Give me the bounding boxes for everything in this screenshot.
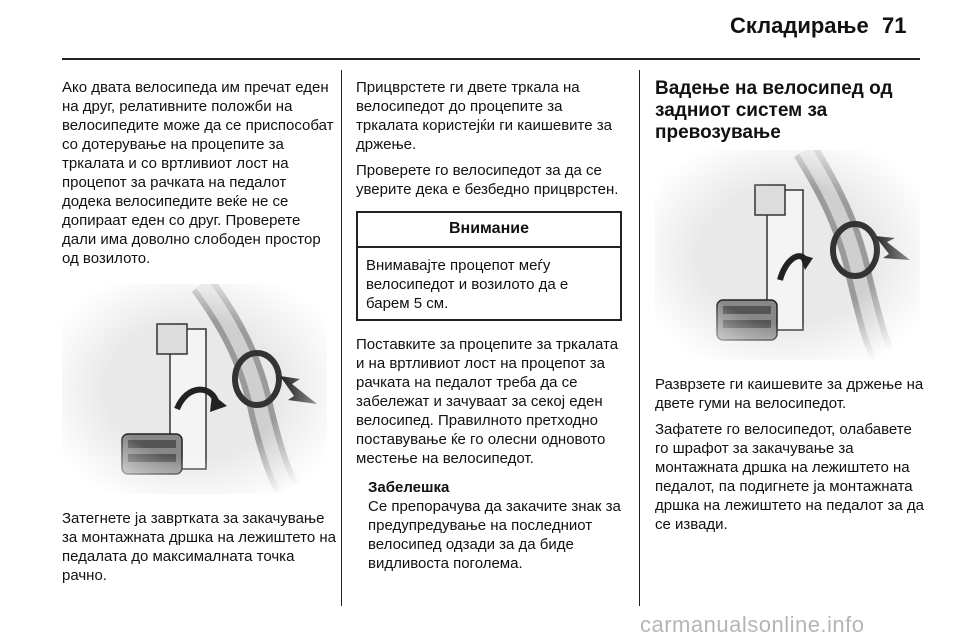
header-divider <box>62 58 920 60</box>
warning-title: Внимание <box>358 213 620 248</box>
warning-text: Внимавајте процепот меѓу велосипедот и возилото да е барем 5 см. <box>366 257 569 312</box>
column-divider-2 <box>639 70 640 606</box>
check-bike-paragraph: Проверете го велосипедот за да се уверите дека е безбедно прицврстен. <box>356 162 619 198</box>
note-block <box>356 478 624 573</box>
page-number: 71 <box>882 13 907 38</box>
settings-paragraph: Поставките за процепите за тркалата и на вртливиот лост на процепот за рачката на педалот треба да се забележат и зачуваат за секој еден велосипед. Правилното претходно поставување ќе го олесни одновото местење на велосипедот. <box>356 336 619 467</box>
section-heading: Вадење на велосипед од задниот систем за превозување <box>655 78 893 143</box>
bike-removal-illustration <box>655 150 920 360</box>
column-2 <box>356 78 624 573</box>
column-3-bottom <box>655 375 925 541</box>
column-1-bottom <box>62 509 337 592</box>
bike-rack-pedal-mount-illustration <box>62 284 327 494</box>
release-straps-paragraph: Разврзете ги каишевите за држење на двете гуми на велосипедот. <box>655 376 924 412</box>
remove-bike-paragraph: Зафатете го велосипедот, олабавете го шрафот за закачување за монтажната дршка на лежиштето на педалот, па подигнете ја монтажната дршка на лежиштето на педалот за да се извади. <box>655 421 924 533</box>
page-title: Складирање <box>730 13 869 38</box>
column-3 <box>655 78 923 144</box>
note-text: Се препорачува да закачите знак за предупредување на последниот велосипед одзади за да биде видливоста поголема. <box>368 498 621 572</box>
column-1 <box>62 78 337 275</box>
warning-box <box>356 211 622 321</box>
tighten-screw-paragraph: Затегнете ја завртката за закачување за монтажната дршка на лежиштето на педалата до максималната точка рачно. <box>62 510 336 584</box>
fasten-wheels-paragraph: Прицврстете ги двете тркала на велосипедот до процепите за тркалата користејќи ги каишевите за држење. <box>356 79 612 153</box>
column-divider-1 <box>341 70 342 606</box>
watermark: carmanualsonline.info <box>640 612 865 637</box>
intro-paragraph: Ако двата велосипеда им пречат еден на друг, релативните положби на велосипедите може да се приспособат со дотерување на процепите за тркалата и со вртливиот лост на процепот за рачката на педалот додека велосипедите веќе не се допираат еден со друг. Проверете дали има доволно слободен простор од возилото. <box>62 79 334 267</box>
note-title: Забелешка <box>368 479 450 496</box>
